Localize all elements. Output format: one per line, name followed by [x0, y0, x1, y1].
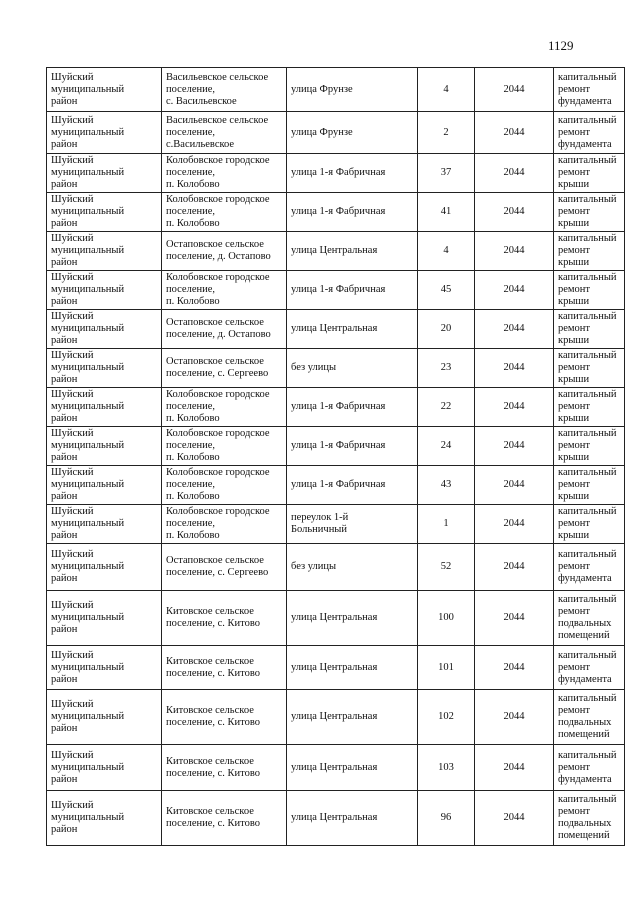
year-cell: 2044	[475, 112, 554, 154]
year-cell: 2044	[475, 646, 554, 690]
table-row	[47, 791, 625, 846]
settlement-cell: Остаповское сельское поселение, с. Сергеево	[162, 349, 287, 388]
work-type-cell: капитальный ремонт крыши	[554, 388, 625, 427]
year-cell: 2044	[475, 68, 554, 112]
work-type-cell: капитальный ремонт крыши	[554, 310, 625, 349]
year-cell: 2044	[475, 232, 554, 271]
street-cell: переулок 1-й Больничный	[287, 505, 418, 544]
district-cell: Шуйский муниципальный район	[47, 271, 162, 310]
house-number-cell: 41	[418, 193, 475, 232]
district-cell: Шуйский муниципальный район	[47, 388, 162, 427]
house-number-cell: 45	[418, 271, 475, 310]
year-cell: 2044	[475, 690, 554, 745]
street-cell: улица Центральная	[287, 591, 418, 646]
district-cell: Шуйский муниципальный район	[47, 505, 162, 544]
street-cell: улица Центральная	[287, 232, 418, 271]
repair-register-table	[46, 67, 625, 846]
street-cell: улица 1-я Фабричная	[287, 466, 418, 505]
year-cell: 2044	[475, 271, 554, 310]
house-number-cell: 20	[418, 310, 475, 349]
district-cell: Шуйский муниципальный район	[47, 591, 162, 646]
district-cell: Шуйский муниципальный район	[47, 193, 162, 232]
table-row	[47, 112, 625, 154]
house-number-cell: 4	[418, 232, 475, 271]
table-row	[47, 68, 625, 112]
house-number-cell: 52	[418, 544, 475, 591]
settlement-cell: Китовское сельское поселение, с. Китово	[162, 690, 287, 745]
house-number-cell: 102	[418, 690, 475, 745]
work-type-cell: капитальный ремонт крыши	[554, 154, 625, 193]
district-cell: Шуйский муниципальный район	[47, 427, 162, 466]
street-cell: улица Центральная	[287, 745, 418, 791]
street-cell: без улицы	[287, 544, 418, 591]
table-body	[47, 68, 625, 846]
work-type-cell: капитальный ремонт фундамента	[554, 112, 625, 154]
settlement-cell: Колобовское городское поселение, п. Колобово	[162, 466, 287, 505]
district-cell: Шуйский муниципальный район	[47, 690, 162, 745]
street-cell: без улицы	[287, 349, 418, 388]
street-cell: улица Центральная	[287, 791, 418, 846]
house-number-cell: 37	[418, 154, 475, 193]
table-row	[47, 232, 625, 271]
district-cell: Шуйский муниципальный район	[47, 791, 162, 846]
year-cell: 2044	[475, 193, 554, 232]
settlement-cell: Остаповское сельское поселение, д. Остапово	[162, 310, 287, 349]
street-cell: улица 1-я Фабричная	[287, 154, 418, 193]
table-row	[47, 745, 625, 791]
table-row	[47, 310, 625, 349]
table-row	[47, 388, 625, 427]
house-number-cell: 24	[418, 427, 475, 466]
table-row	[47, 690, 625, 745]
table-row	[47, 646, 625, 690]
settlement-cell: Колобовское городское поселение, п. Колобово	[162, 388, 287, 427]
work-type-cell: капитальный ремонт подвальных помещений	[554, 791, 625, 846]
settlement-cell: Остаповское сельское поселение, д. Остапово	[162, 232, 287, 271]
work-type-cell: капитальный ремонт фундамента	[554, 68, 625, 112]
district-cell: Шуйский муниципальный район	[47, 349, 162, 388]
work-type-cell: капитальный ремонт подвальных помещений	[554, 690, 625, 745]
district-cell: Шуйский муниципальный район	[47, 745, 162, 791]
year-cell: 2044	[475, 544, 554, 591]
settlement-cell: Китовское сельское поселение, с. Китово	[162, 791, 287, 846]
street-cell: улица Центральная	[287, 646, 418, 690]
street-cell: улица Фрунзе	[287, 112, 418, 154]
table-row	[47, 591, 625, 646]
house-number-cell: 103	[418, 745, 475, 791]
street-cell: улица Фрунзе	[287, 68, 418, 112]
year-cell: 2044	[475, 427, 554, 466]
house-number-cell: 96	[418, 791, 475, 846]
table-row	[47, 505, 625, 544]
table-row	[47, 154, 625, 193]
table-row	[47, 544, 625, 591]
settlement-cell: Китовское сельское поселение, с. Китово	[162, 646, 287, 690]
work-type-cell: капитальный ремонт фундамента	[554, 646, 625, 690]
street-cell: улица Центральная	[287, 310, 418, 349]
house-number-cell: 1	[418, 505, 475, 544]
district-cell: Шуйский муниципальный район	[47, 544, 162, 591]
year-cell: 2044	[475, 791, 554, 846]
year-cell: 2044	[475, 505, 554, 544]
year-cell: 2044	[475, 349, 554, 388]
table-row	[47, 193, 625, 232]
work-type-cell: капитальный ремонт фундамента	[554, 745, 625, 791]
year-cell: 2044	[475, 154, 554, 193]
table-row	[47, 349, 625, 388]
house-number-cell: 100	[418, 591, 475, 646]
settlement-cell: Колобовское городское поселение, п. Колобово	[162, 154, 287, 193]
page-number: 1129	[548, 38, 574, 53]
street-cell: улица Центральная	[287, 690, 418, 745]
work-type-cell: капитальный ремонт крыши	[554, 193, 625, 232]
work-type-cell: капитальный ремонт крыши	[554, 271, 625, 310]
work-type-cell: капитальный ремонт подвальных помещений	[554, 591, 625, 646]
house-number-cell: 101	[418, 646, 475, 690]
street-cell: улица 1-я Фабричная	[287, 427, 418, 466]
street-cell: улица 1-я Фабричная	[287, 193, 418, 232]
settlement-cell: Васильевское сельское поселение, с.Васильевское	[162, 112, 287, 154]
district-cell: Шуйский муниципальный район	[47, 310, 162, 349]
district-cell: Шуйский муниципальный район	[47, 232, 162, 271]
work-type-cell: капитальный ремонт крыши	[554, 466, 625, 505]
work-type-cell: капитальный ремонт крыши	[554, 505, 625, 544]
year-cell: 2044	[475, 388, 554, 427]
table-row	[47, 427, 625, 466]
settlement-cell: Остаповское сельское поселение, с. Сергеево	[162, 544, 287, 591]
house-number-cell: 4	[418, 68, 475, 112]
year-cell: 2044	[475, 745, 554, 791]
work-type-cell: капитальный ремонт крыши	[554, 232, 625, 271]
house-number-cell: 43	[418, 466, 475, 505]
settlement-cell: Колобовское городское поселение, п. Колобово	[162, 505, 287, 544]
work-type-cell: капитальный ремонт крыши	[554, 349, 625, 388]
street-cell: улица 1-я Фабричная	[287, 271, 418, 310]
street-cell: улица 1-я Фабричная	[287, 388, 418, 427]
settlement-cell: Колобовское городское поселение, п. Колобово	[162, 271, 287, 310]
district-cell: Шуйский муниципальный район	[47, 112, 162, 154]
table-row	[47, 271, 625, 310]
district-cell: Шуйский муниципальный район	[47, 154, 162, 193]
work-type-cell: капитальный ремонт крыши	[554, 427, 625, 466]
year-cell: 2044	[475, 591, 554, 646]
year-cell: 2044	[475, 466, 554, 505]
settlement-cell: Китовское сельское поселение, с. Китово	[162, 745, 287, 791]
settlement-cell: Колобовское городское поселение, п. Колобово	[162, 193, 287, 232]
district-cell: Шуйский муниципальный район	[47, 466, 162, 505]
house-number-cell: 23	[418, 349, 475, 388]
settlement-cell: Васильевское сельское поселение, с. Васильевское	[162, 68, 287, 112]
district-cell: Шуйский муниципальный район	[47, 68, 162, 112]
settlement-cell: Колобовское городское поселение, п. Колобово	[162, 427, 287, 466]
year-cell: 2044	[475, 310, 554, 349]
settlement-cell: Китовское сельское поселение, с. Китово	[162, 591, 287, 646]
house-number-cell: 2	[418, 112, 475, 154]
district-cell: Шуйский муниципальный район	[47, 646, 162, 690]
work-type-cell: капитальный ремонт фундамента	[554, 544, 625, 591]
house-number-cell: 22	[418, 388, 475, 427]
table-row	[47, 466, 625, 505]
